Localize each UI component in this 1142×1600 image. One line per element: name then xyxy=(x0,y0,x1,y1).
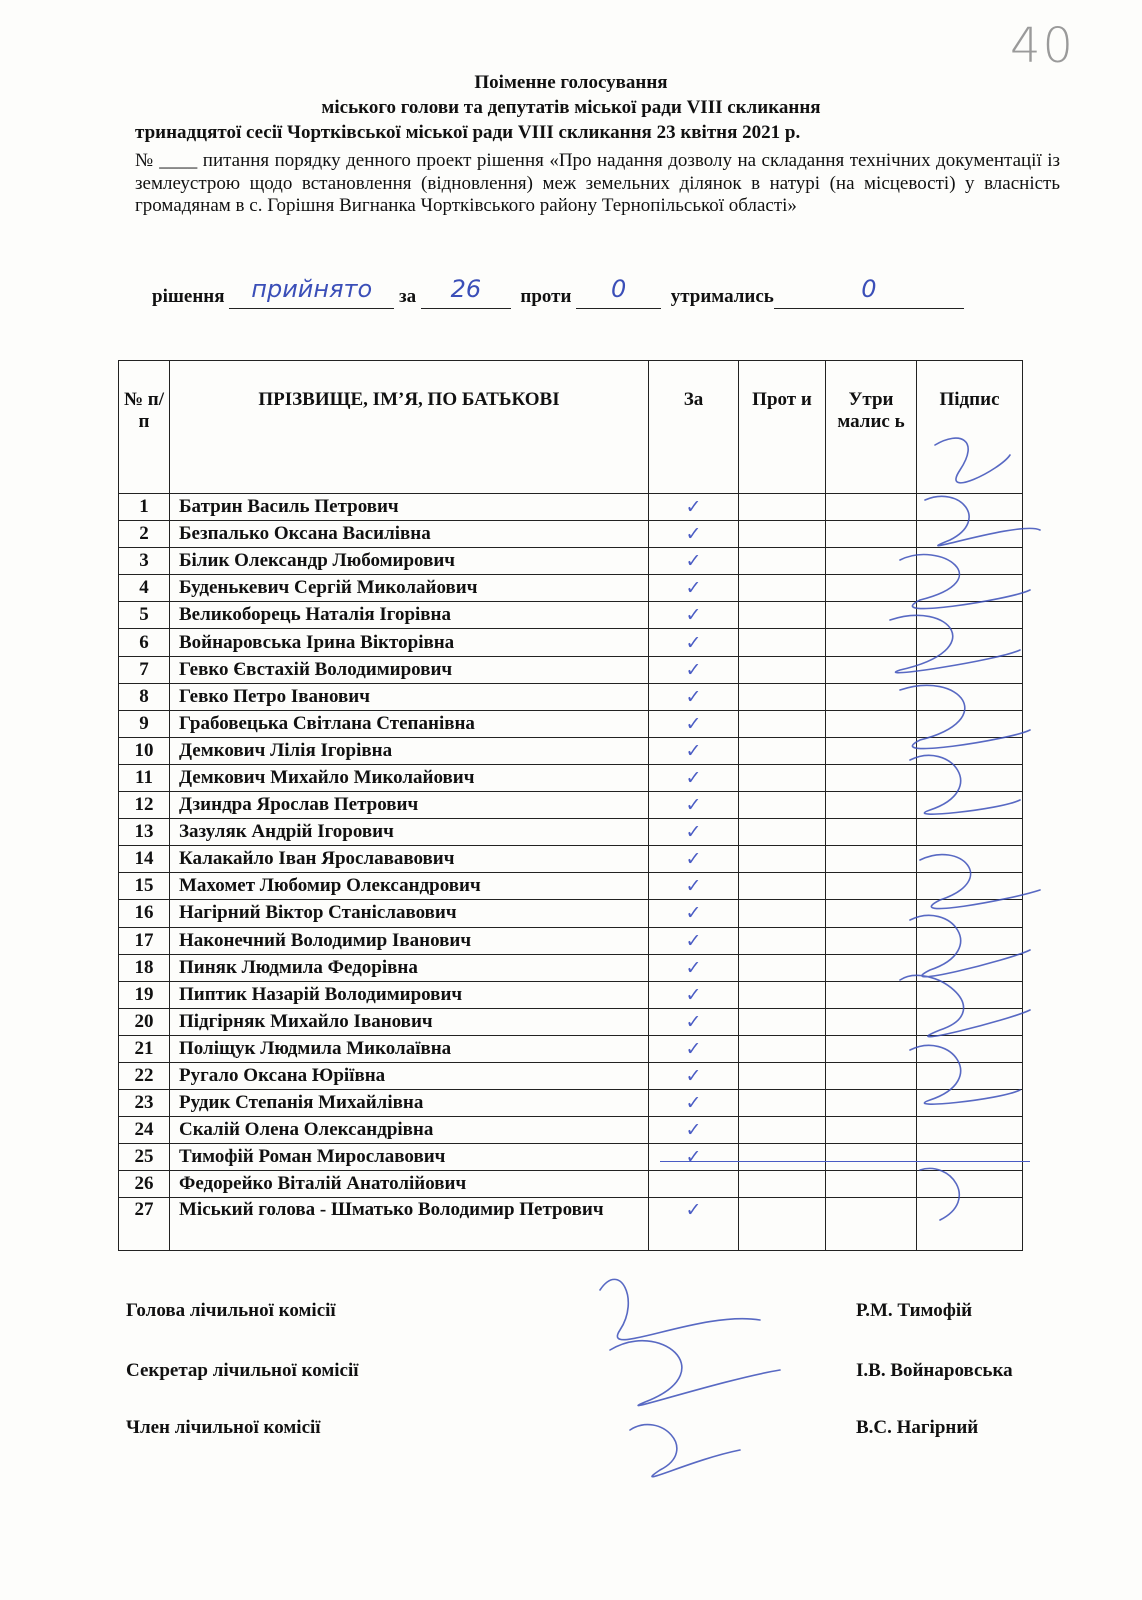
voting-table xyxy=(118,360,1023,1251)
deputy-name: Наконечний Володимир Іванович xyxy=(170,927,649,954)
vote-for-mark: ✓ xyxy=(649,737,739,764)
table-row xyxy=(119,764,1023,791)
row-number: 20 xyxy=(119,1008,170,1035)
signature-cell xyxy=(917,1144,1023,1171)
row-number: 27 xyxy=(119,1198,170,1251)
vote-abstained-cell xyxy=(826,683,917,710)
table-row xyxy=(119,710,1023,737)
vote-abstained-cell xyxy=(826,1117,917,1144)
vote-against-cell xyxy=(739,1198,826,1251)
vote-for-mark: ✓ xyxy=(649,656,739,683)
vote-abstained-cell xyxy=(826,575,917,602)
row-number: 9 xyxy=(119,710,170,737)
signature-cell xyxy=(917,737,1023,764)
deputy-name: Дзиндра Ярослав Петрович xyxy=(170,792,649,819)
deputy-name: Гевко Петро Іванович xyxy=(170,683,649,710)
vote-abstained-cell xyxy=(826,981,917,1008)
vote-abstained-cell xyxy=(826,629,917,656)
vote-for-mark: ✓ xyxy=(649,873,739,900)
header-for: За xyxy=(649,361,739,494)
deputy-name: Гевко Євстахій Володимирович xyxy=(170,656,649,683)
deputy-name: Пиняк Людмила Федорівна xyxy=(170,954,649,981)
vote-for-mark: ✓ xyxy=(649,927,739,954)
vote-against-cell xyxy=(739,521,826,548)
deputy-name: Рудик Степанія Михайлівна xyxy=(170,1090,649,1117)
table-row xyxy=(119,656,1023,683)
vote-abstained-cell xyxy=(826,548,917,575)
vote-against-cell xyxy=(739,1090,826,1117)
decision-value-field xyxy=(229,275,394,309)
decision-label: рішення xyxy=(152,286,225,307)
vote-abstained-cell xyxy=(826,602,917,629)
table-row xyxy=(119,792,1023,819)
decision-line xyxy=(152,275,1052,309)
vote-against-cell xyxy=(739,494,826,521)
deputy-name: Войнаровська Ірина Вікторівна xyxy=(170,629,649,656)
vote-for-mark: ✓ xyxy=(649,1008,739,1035)
secretary-name: І.В. Войнаровська xyxy=(856,1360,1013,1381)
vote-for-mark xyxy=(649,1171,739,1198)
abstained-label: утримались xyxy=(670,286,774,307)
vote-against-cell xyxy=(739,575,826,602)
vote-abstained-cell xyxy=(826,900,917,927)
row-number: 22 xyxy=(119,1062,170,1089)
for-value-field xyxy=(421,275,511,309)
table-row xyxy=(119,1144,1023,1171)
vote-against-cell xyxy=(739,792,826,819)
vote-against-cell xyxy=(739,1171,826,1198)
member-label: Член лічильної комісії xyxy=(126,1417,321,1438)
vote-abstained-cell xyxy=(826,656,917,683)
deputy-name: Буденькевич Сергій Миколайович xyxy=(170,575,649,602)
abstained-value-field xyxy=(774,275,964,309)
title-line-3: тринадцятої сесії Чортківської міської ради VIII скликання 23 квітня 2021 р. xyxy=(135,122,801,143)
table-row xyxy=(119,846,1023,873)
vote-against-cell xyxy=(739,873,826,900)
row-number: 25 xyxy=(119,1144,170,1171)
against-value: 0 xyxy=(611,275,627,303)
vote-for-mark: ✓ xyxy=(649,1144,739,1171)
table-row xyxy=(119,1035,1023,1062)
row-number: 2 xyxy=(119,521,170,548)
title-line-1: Поіменне голосування xyxy=(474,72,668,93)
vote-for-mark: ✓ xyxy=(649,1198,739,1251)
member-name: В.С. Нагірний xyxy=(856,1417,979,1438)
deputy-name: Великоборець Наталія Ігорівна xyxy=(170,602,649,629)
vote-for-mark: ✓ xyxy=(649,629,739,656)
vote-for-mark: ✓ xyxy=(649,602,739,629)
vote-abstained-cell xyxy=(826,1008,917,1035)
table-row xyxy=(119,683,1023,710)
deputy-name: Білик Олександр Любомирович xyxy=(170,548,649,575)
signature-cell xyxy=(917,683,1023,710)
signature-cell xyxy=(917,954,1023,981)
vote-abstained-cell xyxy=(826,792,917,819)
vote-for-mark: ✓ xyxy=(649,1117,739,1144)
signature-cell xyxy=(917,602,1023,629)
vote-for-mark: ✓ xyxy=(649,548,739,575)
signature-cell xyxy=(917,575,1023,602)
vote-abstained-cell xyxy=(826,737,917,764)
table-row xyxy=(119,602,1023,629)
signature-cell xyxy=(917,981,1023,1008)
vote-against-cell xyxy=(739,927,826,954)
secretary-label: Секретар лічильної комісії xyxy=(126,1360,359,1381)
row-number: 21 xyxy=(119,1035,170,1062)
vote-for-mark: ✓ xyxy=(649,981,739,1008)
vote-abstained-cell xyxy=(826,846,917,873)
signature-cell xyxy=(917,1035,1023,1062)
title-line-2: міського голови та депутатів міської ради VIII скликання xyxy=(321,97,821,118)
for-label: за xyxy=(399,286,417,307)
header-against: Прот и xyxy=(739,361,826,494)
signature-cell xyxy=(917,1062,1023,1089)
deputy-name: Федорейко Віталій Анатолійович xyxy=(170,1171,649,1198)
vote-against-cell xyxy=(739,819,826,846)
row-number: 17 xyxy=(119,927,170,954)
signature-cell xyxy=(917,494,1023,521)
signature-cell xyxy=(917,927,1023,954)
vote-abstained-cell xyxy=(826,1090,917,1117)
row-number: 4 xyxy=(119,575,170,602)
vote-against-cell xyxy=(739,1062,826,1089)
vote-against-cell xyxy=(739,737,826,764)
commission-signatures xyxy=(600,1279,780,1476)
vote-for-mark: ✓ xyxy=(649,683,739,710)
deputy-name: Поліщук Людмила Миколаївна xyxy=(170,1035,649,1062)
agenda-question xyxy=(135,150,1060,218)
vote-for-mark: ✓ xyxy=(649,764,739,791)
deputy-name: Махомет Любомир Олександрович xyxy=(170,873,649,900)
vote-abstained-cell xyxy=(826,764,917,791)
vote-abstained-cell xyxy=(826,873,917,900)
signature-cell xyxy=(917,873,1023,900)
vote-for-mark: ✓ xyxy=(649,1090,739,1117)
table-row xyxy=(119,629,1023,656)
row-number: 16 xyxy=(119,900,170,927)
deputy-name: Пиптик Назарій Володимирович xyxy=(170,981,649,1008)
deputy-name: Грабовецька Світлана Степанівна xyxy=(170,710,649,737)
vote-against-cell xyxy=(739,656,826,683)
vote-for-mark: ✓ xyxy=(649,846,739,873)
deputy-name: Тимофій Роман Мирославович xyxy=(170,1144,649,1171)
vote-against-cell xyxy=(739,629,826,656)
vote-against-cell xyxy=(739,764,826,791)
table-row xyxy=(119,1090,1023,1117)
table-row xyxy=(119,575,1023,602)
chair-label: Голова лічильної комісії xyxy=(126,1300,336,1321)
vote-against-cell xyxy=(739,602,826,629)
vote-abstained-cell xyxy=(826,1144,917,1171)
table-row xyxy=(119,521,1023,548)
vote-for-mark: ✓ xyxy=(649,710,739,737)
table-row xyxy=(119,737,1023,764)
deputy-name: Нагірний Віктор Станіславович xyxy=(170,900,649,927)
handwritten-page-number: 40 xyxy=(1010,18,1076,74)
row-number: 18 xyxy=(119,954,170,981)
row-number: 12 xyxy=(119,792,170,819)
vote-against-cell xyxy=(739,981,826,1008)
for-value: 26 xyxy=(450,275,482,303)
signature-cell xyxy=(917,1117,1023,1144)
signature-cell xyxy=(917,1008,1023,1035)
vote-abstained-cell xyxy=(826,954,917,981)
table-row xyxy=(119,1062,1023,1089)
vote-for-mark: ✓ xyxy=(649,1035,739,1062)
row-number: 14 xyxy=(119,846,170,873)
table-row xyxy=(119,819,1023,846)
signature-cell xyxy=(917,656,1023,683)
signature-cell xyxy=(917,548,1023,575)
signature-cell xyxy=(917,900,1023,927)
vote-against-cell xyxy=(739,1008,826,1035)
vote-against-cell xyxy=(739,1144,826,1171)
deputy-name: Зазуляк Андрій Ігорович xyxy=(170,819,649,846)
chair-name: Р.М. Тимофій xyxy=(856,1300,973,1321)
vote-against-cell xyxy=(739,846,826,873)
signature-cell xyxy=(917,792,1023,819)
signature-cell xyxy=(917,764,1023,791)
header-name: ПРІЗВИЩЕ, ІМ’Я, ПО БАТЬКОВІ xyxy=(170,361,649,494)
deputy-name: Батрин Василь Петрович xyxy=(170,494,649,521)
vote-abstained-cell xyxy=(826,1062,917,1089)
signature-cell xyxy=(917,819,1023,846)
vote-abstained-cell xyxy=(826,1035,917,1062)
vote-abstained-cell xyxy=(826,1198,917,1251)
vote-for-mark: ✓ xyxy=(649,954,739,981)
vote-against-cell xyxy=(739,683,826,710)
vote-against-cell xyxy=(739,1035,826,1062)
vote-against-cell xyxy=(739,548,826,575)
signature-cell xyxy=(917,1171,1023,1198)
row-number: 24 xyxy=(119,1117,170,1144)
vote-for-mark: ✓ xyxy=(649,521,739,548)
signature-cell xyxy=(917,521,1023,548)
row-number: 23 xyxy=(119,1090,170,1117)
signature-cell xyxy=(917,629,1023,656)
table-row xyxy=(119,927,1023,954)
vote-for-mark: ✓ xyxy=(649,1062,739,1089)
abstained-value: 0 xyxy=(861,275,877,303)
table-row xyxy=(119,954,1023,981)
header-abstained: Утри малис ь xyxy=(826,361,917,494)
vote-for-mark: ✓ xyxy=(649,494,739,521)
row-number: 6 xyxy=(119,629,170,656)
vote-for-mark: ✓ xyxy=(649,819,739,846)
question-text: питання порядку денного проект рішення «Про надання дозволу на складання технічних документації із землеустрою щодо встановлення (відновлення) меж земельних ділянок в натурі (на місцевості) у власність громадянам в с. Горішня Вигнанка Чортківського району Тернопільської області» xyxy=(135,150,1060,216)
against-label: проти xyxy=(520,286,572,307)
row-number: 5 xyxy=(119,602,170,629)
signature-cell xyxy=(917,1090,1023,1117)
deputy-name: Демкович Михайло Миколайович xyxy=(170,764,649,791)
signature-cell xyxy=(917,710,1023,737)
row-number: 19 xyxy=(119,981,170,1008)
vote-abstained-cell xyxy=(826,819,917,846)
question-number: № ____ xyxy=(135,150,198,171)
table-row xyxy=(119,494,1023,521)
deputy-name: Безпалько Оксана Василівна xyxy=(170,521,649,548)
row-number: 11 xyxy=(119,764,170,791)
deputy-name: Калакайло Іван Ярослававович xyxy=(170,846,649,873)
vote-abstained-cell xyxy=(826,494,917,521)
vote-against-cell xyxy=(739,710,826,737)
vote-abstained-cell xyxy=(826,1171,917,1198)
row-number: 8 xyxy=(119,683,170,710)
row-number: 1 xyxy=(119,494,170,521)
vote-abstained-cell xyxy=(826,521,917,548)
deputy-name: Демкович Лілія Ігорівна xyxy=(170,737,649,764)
table-row xyxy=(119,900,1023,927)
vote-abstained-cell xyxy=(826,710,917,737)
row-number: 10 xyxy=(119,737,170,764)
table-header-row xyxy=(119,361,1023,494)
table-row xyxy=(119,1171,1023,1198)
header-num: № п/п xyxy=(119,361,170,494)
decision-value: прийнято xyxy=(251,275,373,303)
absent-dash-line xyxy=(660,1161,1030,1162)
row-number: 13 xyxy=(119,819,170,846)
vote-for-mark: ✓ xyxy=(649,900,739,927)
row-number: 7 xyxy=(119,656,170,683)
deputy-name: Скалій Олена Олександрівна xyxy=(170,1117,649,1144)
header-signature: Підпис xyxy=(917,361,1023,494)
table-row xyxy=(119,1117,1023,1144)
vote-against-cell xyxy=(739,1117,826,1144)
table-row xyxy=(119,1198,1023,1251)
table-row xyxy=(119,981,1023,1008)
against-value-field xyxy=(576,275,661,309)
row-number: 26 xyxy=(119,1171,170,1198)
vote-abstained-cell xyxy=(826,927,917,954)
signature-cell xyxy=(917,846,1023,873)
vote-against-cell xyxy=(739,900,826,927)
table-row xyxy=(119,548,1023,575)
vote-for-mark: ✓ xyxy=(649,575,739,602)
table-row xyxy=(119,873,1023,900)
row-number: 15 xyxy=(119,873,170,900)
table-row xyxy=(119,1008,1023,1035)
vote-against-cell xyxy=(739,954,826,981)
row-number: 3 xyxy=(119,548,170,575)
deputy-name: Підгірняк Михайло Іванович xyxy=(170,1008,649,1035)
vote-for-mark: ✓ xyxy=(649,792,739,819)
signature-cell xyxy=(917,1198,1023,1251)
deputy-name: Міський голова - Шматько Володимир Петрович xyxy=(170,1198,649,1251)
deputy-name: Ругало Оксана Юріївна xyxy=(170,1062,649,1089)
